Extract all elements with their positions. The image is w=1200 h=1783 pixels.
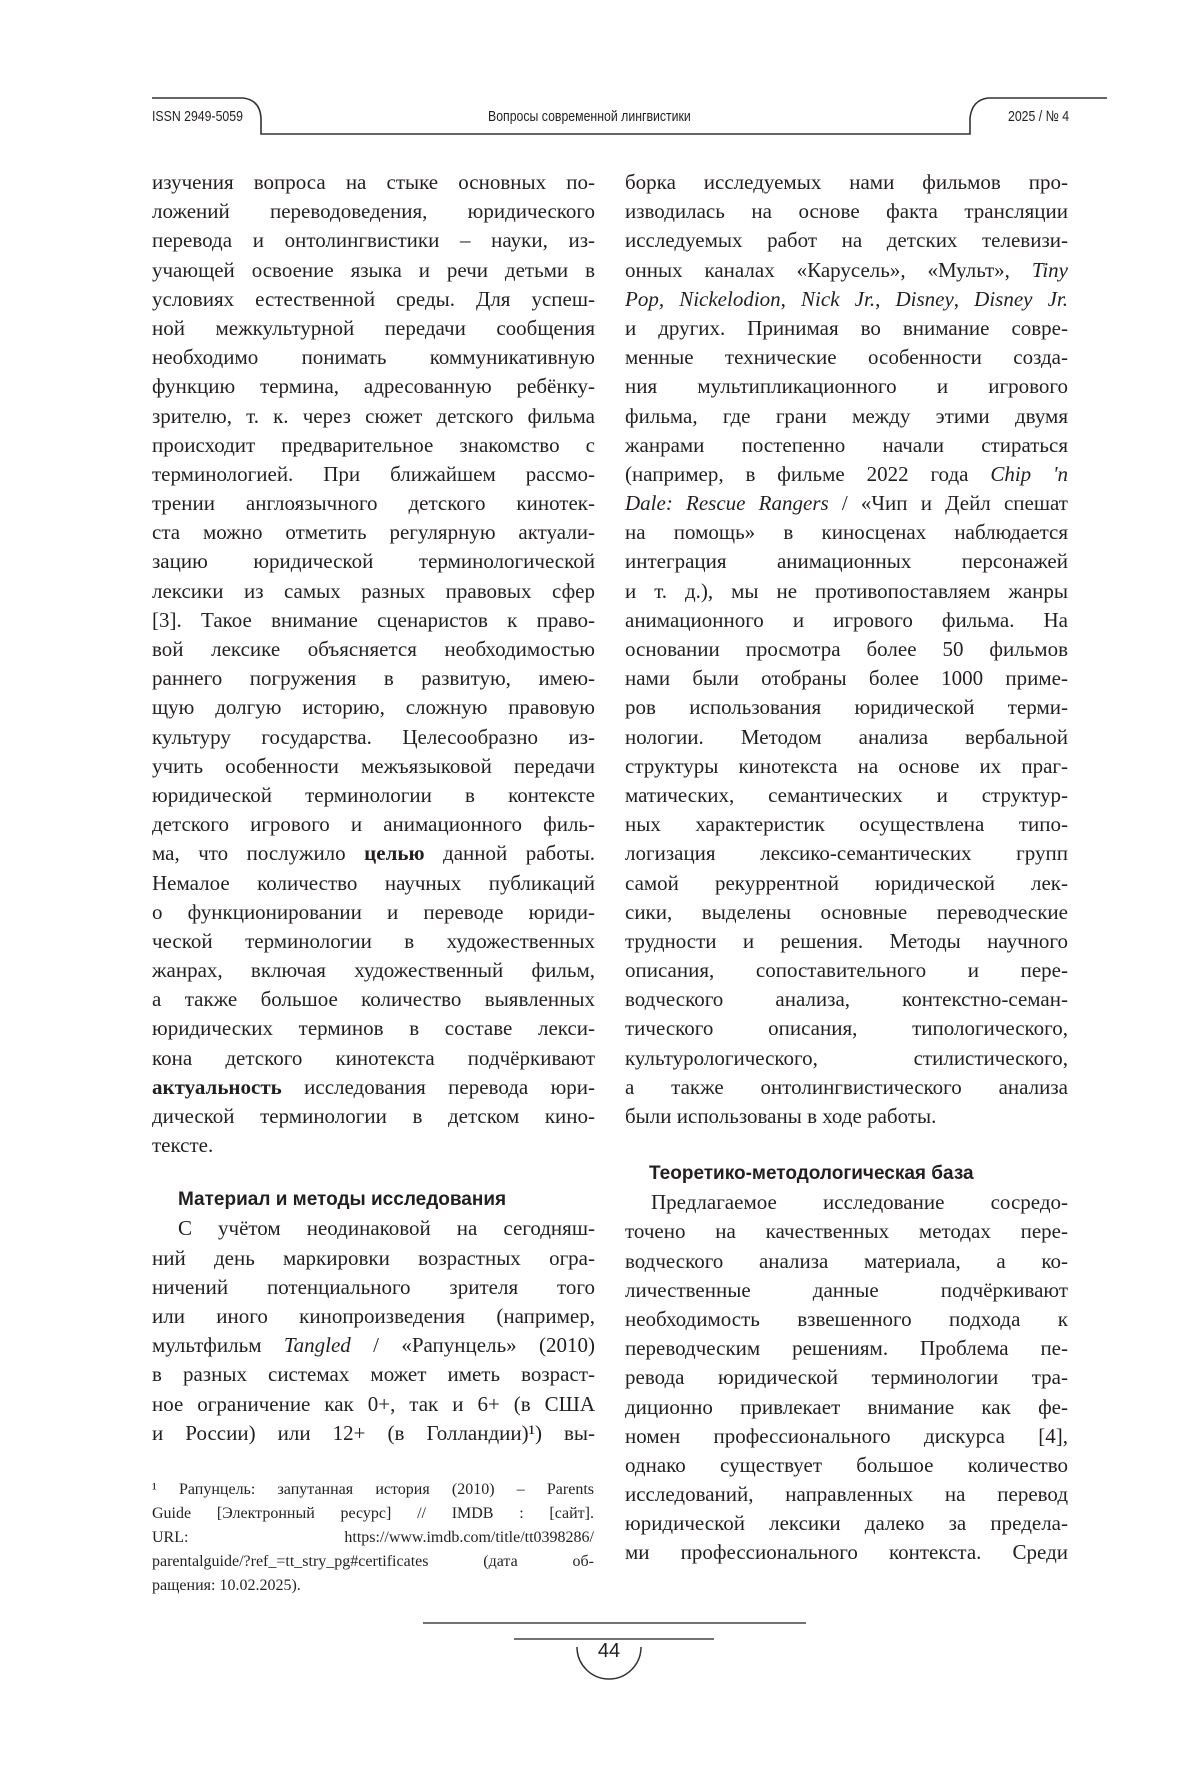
text-line (625, 226, 1068, 255)
text-line (152, 285, 595, 314)
text-line (152, 489, 595, 518)
text-segment: жанрами постепенно начали стираться (625, 433, 1068, 457)
text-line (625, 693, 1068, 722)
text-line (625, 898, 1068, 927)
footnote (152, 1478, 594, 1598)
text-line (152, 518, 595, 547)
text-segment: фильма, где грани между этими двумя (625, 404, 1068, 428)
text-segment: ма, что послужило (152, 841, 364, 865)
text-line (152, 839, 595, 868)
text-line (152, 1014, 595, 1043)
text-line (152, 781, 595, 810)
text-segment: изводилась на основе факта трансляции (625, 199, 1068, 223)
text-line (152, 635, 595, 664)
bold-text: целью (364, 841, 424, 865)
page-number: 44 (588, 1640, 630, 1663)
text-line (625, 606, 1068, 635)
text-segment: и других. Принимая во внимание совре- (625, 316, 1068, 340)
text-segment: / «Чип и Дейл спешат (829, 491, 1068, 515)
text-line (152, 1419, 595, 1448)
text-line (152, 168, 595, 197)
text-segment: тексте. (152, 1133, 213, 1157)
text-segment: и т. д.), мы не противопоставляем жанры (625, 579, 1068, 603)
text-line (152, 226, 595, 255)
text-segment: сики, выделены основные переводческие (625, 900, 1068, 924)
text-line (625, 1276, 1068, 1305)
text-segment: основании просмотра более 50 фильмов (625, 637, 1068, 661)
text-line (625, 927, 1068, 956)
text-segment: нами были отобраны более 1000 приме- (625, 666, 1068, 690)
text-line (625, 1102, 1068, 1131)
text-line (152, 547, 595, 576)
text-segment: [3]. Такое внимание сценаристов к право- (152, 608, 595, 632)
text-segment: зрителю, т. к. через сюжет детского фильма (152, 404, 595, 428)
text-segment: матических, семантических и структур- (625, 783, 1068, 807)
italic-text: Disney (895, 287, 953, 311)
text-segment: , (781, 287, 801, 311)
text-line (625, 577, 1068, 606)
text-line (625, 197, 1068, 226)
text-segment: жанрах, включая художественный фильм, (152, 958, 595, 982)
text-line (625, 1509, 1068, 1538)
text-segment: перевода и онтолингвистики – науки, из- (152, 228, 595, 252)
italic-text: Dale: Rescue Rangers (625, 491, 829, 515)
text-segment: культуру государства. Целесообразно из- (152, 725, 595, 749)
text-segment: онных каналах «Карусель», «Мульт», (625, 258, 1032, 282)
italic-text: Pop, Nickelodion (625, 287, 781, 311)
text-segment: структуры кинотекста на основе их праг- (625, 754, 1068, 778)
paragraph (625, 168, 1068, 1131)
paragraph (152, 1214, 595, 1448)
text-line (152, 1244, 595, 1273)
text-segment: , (954, 287, 974, 311)
text-segment: культурологического, стилистического, (625, 1046, 1068, 1070)
text-segment: ческой терминологии в художественных (152, 929, 595, 953)
text-segment: детского игрового и анимационного филь- (152, 812, 595, 836)
text-line (625, 547, 1068, 576)
text-segment: происходит предварительное знакомство с (152, 433, 595, 457)
text-line (625, 956, 1068, 985)
text-line (625, 635, 1068, 664)
journal-title: Вопросы современной лингвистики (488, 108, 691, 125)
text-segment: менные технические особенности созда- (625, 345, 1068, 369)
text-line (625, 285, 1068, 314)
text-segment: терминологией. При ближайшем рассмо- (152, 462, 595, 486)
text-segment: самой рекуррентной юридической лек- (625, 871, 1068, 895)
text-line (152, 1502, 594, 1526)
text-segment: анимационного и игрового фильма. На (625, 608, 1068, 632)
text-segment: дической терминологии в детском кино- (152, 1104, 595, 1128)
text-segment: ных характеристик осуществлена типо- (625, 812, 1068, 836)
text-line (152, 1214, 595, 1243)
text-line (152, 606, 595, 635)
text-line (625, 1480, 1068, 1509)
text-line (152, 197, 595, 226)
text-line (625, 1247, 1068, 1276)
text-segment: диционно привлекает внимание как фе- (625, 1395, 1068, 1419)
text-line (625, 431, 1068, 460)
text-segment: исследований, направленных на перевод (625, 1482, 1068, 1506)
left-column (152, 168, 595, 1448)
text-segment: функцию термина, адресованную ребёнку- (152, 374, 595, 398)
text-line (152, 1073, 595, 1102)
text-segment: ми профессионального контекста. Среди (625, 1540, 1068, 1564)
text-segment: юридической терминологии в контексте (152, 783, 595, 807)
text-line (625, 810, 1068, 839)
text-segment: раннего погружения в развитую, имею- (152, 666, 595, 690)
text-line (625, 372, 1068, 401)
text-segment: ний день маркировки возрастных огра- (152, 1246, 595, 1270)
text-line (152, 810, 595, 839)
text-segment: необходимость взвешенного подхода к (625, 1307, 1068, 1331)
text-segment: на помощь» в киносценах наблюдается (625, 520, 1068, 544)
text-line (625, 343, 1068, 372)
text-segment: юридических терминов в составе лекси- (152, 1016, 595, 1040)
text-line (152, 869, 595, 898)
text-line (625, 752, 1068, 781)
section-heading-theoretical-base: Теоретико-методологическая база (625, 1159, 1068, 1188)
text-line (152, 402, 595, 431)
text-line (625, 1073, 1068, 1102)
text-line (152, 431, 595, 460)
text-line (152, 1044, 595, 1073)
text-line (152, 1478, 594, 1502)
paragraph (152, 168, 595, 1160)
text-segment: учить особенности межъязыковой передачи (152, 754, 595, 778)
text-line (152, 1526, 594, 1550)
text-line (625, 256, 1068, 285)
text-line (152, 314, 595, 343)
text-line (625, 314, 1068, 343)
text-line (152, 1131, 595, 1160)
text-segment: юридической лексики далеко за предела- (625, 1511, 1068, 1535)
text-line (152, 693, 595, 722)
text-line (625, 1451, 1068, 1480)
text-segment: ращения: 10.02.2025). (152, 1577, 301, 1594)
text-segment: Guide [Электронный ресурс] // IMDB : [сайт]. (152, 1505, 594, 1522)
text-segment: переводческим решениям. Проблема пе- (625, 1336, 1068, 1360)
text-line (625, 1538, 1068, 1567)
text-segment: или иного кинопроизведения (например, (152, 1304, 595, 1328)
text-segment: исследования перевода юри- (282, 1075, 595, 1099)
text-segment: точено на качественных методах пере- (625, 1219, 1068, 1243)
text-segment: борка исследуемых нами фильмов про- (625, 170, 1068, 194)
text-line (625, 1044, 1068, 1073)
text-line (152, 1360, 595, 1389)
paragraph (625, 1188, 1068, 1567)
text-line (625, 1188, 1068, 1217)
text-line (152, 956, 595, 985)
text-segment: трении англоязычного детского кинотек- (152, 491, 595, 515)
issn: ISSN 2949-5059 (152, 108, 243, 125)
text-line (625, 1422, 1068, 1451)
section-heading-materials-methods: Материал и методы исследования (152, 1185, 595, 1214)
text-segment: ста можно отметить регулярную актуали- (152, 520, 595, 544)
text-segment: ничений потенциального зрителя того (152, 1275, 595, 1299)
text-segment: С учётом неодинаковой на сегодняш- (178, 1216, 595, 1240)
text-segment: ревода юридической терминологии тра- (625, 1365, 1068, 1389)
text-segment: однако существует большое количество (625, 1453, 1068, 1477)
text-line (625, 1014, 1068, 1043)
text-segment: и России) или 12+ (в Голландии)¹) вы- (152, 1421, 595, 1445)
issue-number: 2025 / № 4 (1008, 108, 1069, 125)
text-line (625, 664, 1068, 693)
italic-text: Tiny (1032, 258, 1068, 282)
text-segment: Немалое количество научных публикаций (152, 871, 595, 895)
text-segment: о функционировании и переводе юриди- (152, 900, 595, 924)
text-line (152, 1390, 595, 1419)
text-segment: логизация лексико-семантических групп (625, 841, 1068, 865)
text-segment: кона детского кинотекста подчёркивают (152, 1046, 595, 1070)
italic-text: Nick Jr. (801, 287, 875, 311)
text-line (152, 1273, 595, 1302)
text-segment: условиях естественной среды. Для успеш- (152, 287, 595, 311)
text-segment: данной работы. (425, 841, 595, 865)
text-line (625, 723, 1068, 752)
text-segment: а также большое количество выявленных (152, 987, 595, 1011)
text-segment: лексики из самых разных правовых сфер (152, 579, 595, 603)
text-line (152, 723, 595, 752)
text-segment: ной межкультурной передачи сообщения (152, 316, 595, 340)
text-line (625, 460, 1068, 489)
text-line (152, 927, 595, 956)
text-line (625, 402, 1068, 431)
text-segment: ное ограничение как 0+, так и 6+ (в США (152, 1392, 595, 1416)
text-line (625, 781, 1068, 810)
text-segment: ¹ Рапунцель: запутанная история (2010) – Parents (152, 1481, 594, 1498)
text-line (152, 1102, 595, 1131)
text-line (152, 1302, 595, 1331)
italic-text: Chip 'n (990, 462, 1068, 486)
text-segment: , (875, 287, 895, 311)
text-segment: описания, сопоставительного и пере- (625, 958, 1068, 982)
text-line (152, 256, 595, 285)
text-segment: водческого анализа, контекстно-семан- (625, 987, 1068, 1011)
text-segment: (например, в фильме 2022 года (625, 462, 990, 486)
text-line (625, 1305, 1068, 1334)
text-segment: URL: https://www.imdb.com/title/tt0398286/ (152, 1529, 594, 1546)
text-line (152, 752, 595, 781)
text-line (152, 577, 595, 606)
text-line (152, 985, 595, 1014)
text-line (152, 1574, 594, 1598)
text-line (625, 1217, 1068, 1246)
text-segment: Предлагаемое исследование сосредо- (651, 1190, 1068, 1214)
text-line (152, 898, 595, 927)
text-segment: номен профессионального дискурса [4], (625, 1424, 1068, 1448)
text-segment: / «Рапунцель» (2010) (351, 1333, 595, 1357)
text-segment: учающей освоение языка и речи детьми в (152, 258, 595, 282)
bold-text: актуальность (152, 1075, 282, 1099)
text-segment: а также онтолингвистического анализа (625, 1075, 1068, 1099)
text-line (152, 460, 595, 489)
text-line (625, 985, 1068, 1014)
italic-text: Tangled (284, 1333, 351, 1357)
text-segment: нологии. Методом анализа вербальной (625, 725, 1068, 749)
text-segment: изучения вопроса на стыке основных по- (152, 170, 595, 194)
text-segment: ров использования юридической терми- (625, 695, 1068, 719)
text-line (625, 1393, 1068, 1422)
text-line (625, 839, 1068, 868)
text-segment: вой лексике объясняется необходимостью (152, 637, 595, 661)
text-line (625, 869, 1068, 898)
text-line (152, 343, 595, 372)
text-line (152, 372, 595, 401)
text-segment: щую долгую историю, сложную правовую (152, 695, 595, 719)
text-segment: зацию юридической терминологической (152, 549, 595, 573)
text-line (152, 1550, 594, 1574)
italic-text: Disney Jr. (974, 287, 1068, 311)
text-segment: были использованы в ходе работы. (625, 1104, 936, 1128)
text-segment: тического описания, типологического, (625, 1016, 1068, 1040)
text-segment: parentalguide/?ref_=tt_stry_pg#certificates (дата об- (152, 1553, 594, 1570)
right-column (625, 168, 1068, 1568)
text-line (625, 1334, 1068, 1363)
header-frame (0, 0, 1200, 150)
text-segment: в разных системах может иметь возраст- (152, 1362, 595, 1386)
text-segment: личественные данные подчёркивают (625, 1278, 1068, 1302)
text-segment: трудности и решения. Методы научного (625, 929, 1068, 953)
text-segment: исследуемых работ на детских телевизи- (625, 228, 1068, 252)
text-line (625, 518, 1068, 547)
text-segment: интеграция анимационных персонажей (625, 549, 1068, 573)
text-segment: ложений переводоведения, юридического (152, 199, 595, 223)
text-segment: мультфильм (152, 1333, 284, 1357)
text-line (625, 1363, 1068, 1392)
text-segment: ния мультипликационного и игрового (625, 374, 1068, 398)
text-line (152, 664, 595, 693)
text-segment: необходимо понимать коммуникативную (152, 345, 595, 369)
text-line (625, 489, 1068, 518)
text-line (152, 1331, 595, 1360)
text-segment: водческого анализа материала, а ко- (625, 1249, 1068, 1273)
text-line (625, 168, 1068, 197)
